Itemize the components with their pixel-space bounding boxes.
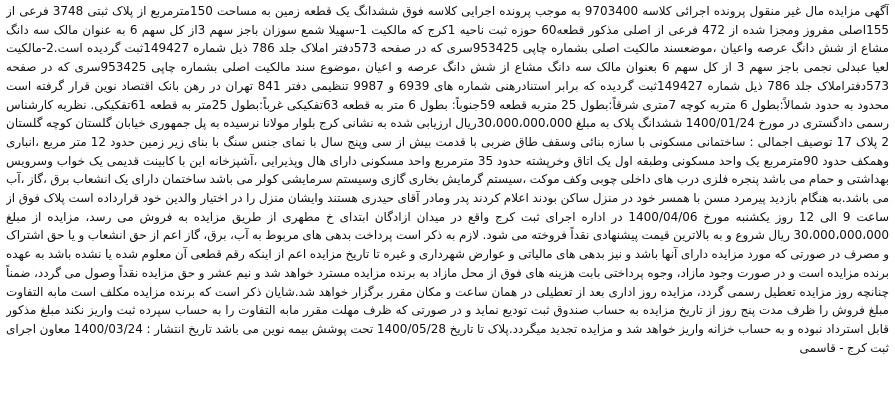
auction-notice-body: آگهی مزایده مال غیر منقول پرونده اجرائی کلاسه 9703400 به موجب پرونده اجرایی کلاسه فوق ششدانگ یک قطعه زمین به مساحت 150مترمربع از پلاک ثبتی 3748 فرعی از 155اصلی مفروز ومجزا شده از 472 فرعی از اصلی مذکور قطعه60 حوزه ثبت ناحیه 1کرج که مالکیت 1-سهیلا شمع سوزان باجز سهم 3از کل سهم 6 به عنوان مالک سه دانگ مشاع از شش دانگ عرصه واعیان ،موضعسند مالکیت اصلی بشماره چاپی 953425سری که در صفحه 573دفتر املاک جلد 786 ذیل شماره 149427ثبت گردیده است.2-مالکیت لعیا عبدلی نجمی باجز سهم 3 از کل سهم 6 بعنوان مالک سه دانگ مشاع از شش دانگ عرصه و اعیان ،موضوع سند مالکیت اصلی بشماره چاپی 953425سری که در صفحه 573دفتراملاک جلد 786 ذیل شماره 149427ثبت گردیده که برابر استنادرهنی شماره های 6939 و 9987 تنظیمی دفتر 841 تهران در رهن بانک اقتصاد نوین قرار گرفته است محدود به حدود شمالاً:بطول 6 متربه کوچه 7متری شرقاً:بطول 25 متربه قطعه 59جنوباً: بطول 6 متر به قطعه 63تفکیکی غرباً:بطول 25متر به قطعه 61تفکیکی. نظریه کارشناس رسمی دادگستری در مورخ 1400/01/24 ششدانگ پلاک به مبلغ 30،000،000،000ریال ارزیابی شده به نشانی کرج بلوار مولانا نرسیده به پل جمهوری خیابان گلستان کوچه گلستان 2 پلاک 17 توصیف اجمالی : ساختمانی مسکونی با سازه بنائی وسقف طاق ضربی با قدمت بیش از سی وپنج سال با نمای جنس سنگ با بنای زیر زمین حدود 12 متر مربع ،انباری وهمکف حدود 90مترمربع یک واحد مسکونی وطبقه اول یک اتاق وخرپشته حدود 35 مترمربع واحد مسکونی دارای هال وپذیرایی ،آشپزخانه این با کابینت قدیمی یک خواب وسرویس بهداشتی و حمام می باشد پنجره فلزی درب های داخلی چوبی وکف موکت ،سیستم گرمایش بخاری گازی وسیستم سرمایشی کولر می باشد ساختمان دارای یک انشعاب برق ،گاز ،آب می باشد.به هنگام بازدید پیرمرد مسن با همسر خود در منزل ساکن بودند اعلام کردند پدر ومادر آقای حیدری هستند وایشان منزل را در اختیار والدین خود قرارداده است پلاک فوق از ساعت 9 الی 12 روز یکشنبه مورخ 1400/04/06 در اداره اجرای ثبت کرج واقع در میدان ازادگان ابتدای خ مطهری از طریق مزایده به فروش می رسد، مزایده از مبلغ 30،000،000،000 ریال شروع و به بالاترین قیمت پیشنهادی نقداً فروخته می شود. لازم به ذکر است پرداخت بدهی های مربوط به آب، برق، گاز اعم از حق انشعاب و یا حق اشتراک و مصرف در صورتی که مورد مزایده دارای آنها باشد و نیز بدهی های مالیاتی و عوارض شهرداری و غیره تا تاریخ مزایده اعم از اینکه رقم قطعی آن معلوم شده یا نشده باشد به عهده برنده مزایده است و در صورت وجود مازاد، وجوه پرداختی بابت هزینه های فوق از محل مازاد به برنده مزایده مسترد خواهد شد و نیم عشر و حق مزایده نقداً وصول می گردد، ضمناً چنانچه روز مزایده تعطیل رسمی گردد، مزایده روز اداری بعد از تعطیلی در همان ساعت و مکان مقرر برگزار خواهد شد.شایان ذکر است که برنده مزایده مکلف است مابه التفاوت مبلغ فروش را ظرف مدت پنج روز از تاریخ مزایده به حساب صندوق ثبت تودیع نماید و در صورتی که ظرف مهلت مقرر مابه التفاوت را به حساب سپرده ثبت واریز نکند مبلغ مذکور قابل استرداد نبوده و به حساب خزانه واریز خواهد شد و مزایده تجدید میگردد.پلاک تا تاریخ 1400/05/28 تحت پوشش بیمه نوین می باشد تاریخ انتشار : 1400/03/24 معاون اجرای ثبت کرج - قاسمی [6,4,889,355]
auction-notice-text [6,2,889,407]
